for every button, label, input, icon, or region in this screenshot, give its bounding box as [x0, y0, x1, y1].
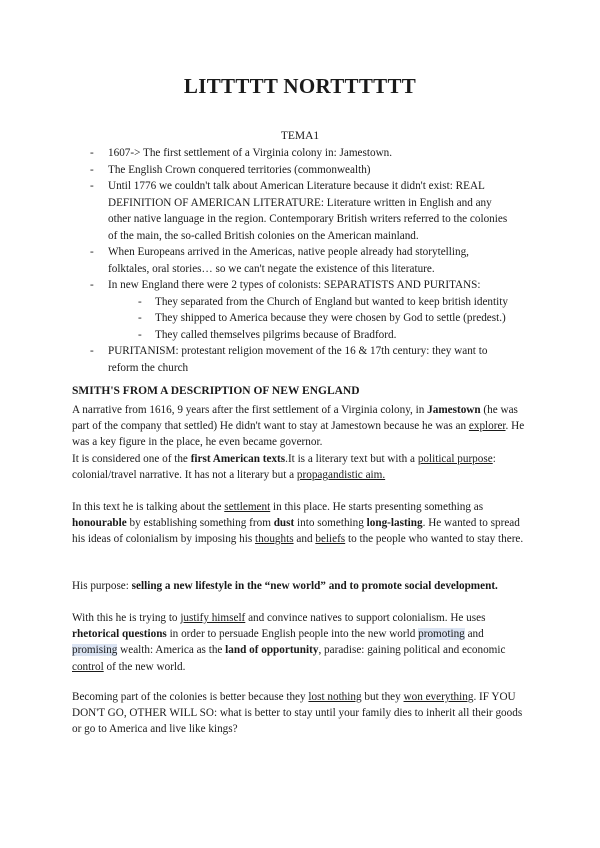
underlined-text: explorer: [468, 420, 506, 433]
text: by establishing something from: [126, 517, 274, 530]
paragraph-4: [72, 578, 530, 594]
sub-list-item: - They called themselves pilgrims because of Bradford.: [138, 327, 510, 344]
underlined-text: justify himself: [180, 612, 246, 624]
text: and: [293, 533, 316, 546]
underlined-text: lost nothing: [308, 691, 362, 703]
paragraph-3: [72, 499, 530, 548]
list-item: - 1607-> The first settlement of a Virginia colony in: Jamestown.: [90, 145, 510, 162]
list-item: - Until 1776 we couldn't talk about American Literature because it didn't exist: REAL DEFINITION OF AMERICAN LITERATURE: Literature written in English and any other native language in the region. Contemporary British writers referred to the colonies of the main, the so-called British colonies on the American mainland.: [90, 178, 510, 244]
highlighted-text: promising: [72, 644, 118, 657]
text: and: [464, 628, 484, 641]
list-item: - PURITANISM: protestant religion movement of the 16 & 17th century: they want to reform the church: [90, 343, 510, 376]
text: of the new world.: [103, 660, 186, 673]
underlined-text: political purpose: [417, 453, 493, 465]
paragraph-2: [72, 451, 530, 483]
underlined-text: thoughts: [255, 533, 294, 546]
sub-list-item: - They separated from the Church of England but wanted to keep british identity: [138, 294, 510, 311]
bold-text: dust: [273, 517, 295, 530]
underlined-text: control: [72, 660, 104, 673]
bold-text: land of opportunity: [225, 644, 319, 657]
text: .It is a literary text but with a: [285, 453, 418, 465]
underlined-text: won everything: [403, 691, 474, 703]
document-title: LITTTTT NORTTTTTT: [183, 74, 417, 98]
text: in order to persuade English people into the new world: [166, 628, 419, 641]
underlined-text: beliefs: [315, 533, 346, 546]
text: in this place. He starts presenting something as: [270, 501, 484, 513]
bullet-list: [90, 145, 510, 376]
text: . He wanted to spread his ideas of colonialism by imposing his: [72, 517, 520, 546]
list-item: - The English Crown conquered territories (commonwealth): [90, 162, 510, 179]
topic-label: TEMA1: [280, 130, 320, 142]
bold-text: selling a new lifestyle in the “new world” and to promote social development.: [131, 580, 498, 592]
list-item-text: In new England there were 2 types of colonists: SEPARATISTS AND PURITANS:: [108, 279, 481, 291]
underlined-text: settlement: [224, 501, 271, 513]
bold-text: rhetorical questions: [72, 628, 167, 641]
text: In this text he is talking about the: [72, 501, 225, 513]
highlighted-text: promoting: [418, 628, 465, 641]
text: : colonial/travel narrative. It has not a literary but a: [72, 453, 496, 482]
text: to the people who wanted to stay there.: [345, 533, 524, 546]
bold-text: long-lasting: [366, 517, 423, 530]
text: (he was part of the company that settled) He didn't want to stay at Jamestown because he was an: [72, 404, 518, 433]
text: A narrative from 1616, 9 years after the first settlement of a Virginia colony, in: [72, 404, 428, 416]
text: With this he is trying to: [72, 612, 181, 624]
list-item: - When Europeans arrived in the Americas, native people already had storytelling, folktales, oral stories… so we can't negate the existence of this literature.: [90, 244, 510, 277]
sub-list-item: - They shipped to America because they were chosen by God to settle (predest.): [138, 310, 510, 327]
paragraph-6: [72, 689, 530, 738]
sub-bullet-list: [108, 294, 510, 344]
text: . IF YOU DON'T GO, OTHER WILL SO: what is better to stay until your family dies to inherit all their goods or go to America and live like kings?: [72, 691, 523, 736]
bold-text: first American texts: [190, 453, 286, 465]
text: His purpose:: [72, 580, 132, 592]
text: . He was a key figure in the place, he even became governor.: [72, 420, 525, 449]
text: wealth: America as the: [117, 644, 226, 657]
text: into something: [294, 517, 367, 530]
section-heading: SMITH'S FROM A DESCRIPTION OF NEW ENGLAND: [72, 385, 360, 397]
bold-text: Jamestown: [427, 404, 481, 416]
text: but they: [361, 691, 404, 703]
paragraph-1: [72, 402, 530, 451]
text: , paradise: gaining political and economic: [318, 644, 506, 657]
paragraph-5: [72, 610, 530, 675]
underlined-text: propagandistic aim.: [296, 469, 386, 482]
text: Becoming part of the colonies is better because they: [72, 691, 309, 703]
list-item: [90, 277, 510, 343]
bold-text: honourable: [72, 517, 127, 530]
text: It is considered one of the: [72, 453, 191, 465]
text: and convince natives to support colonialism. He uses: [245, 612, 486, 624]
